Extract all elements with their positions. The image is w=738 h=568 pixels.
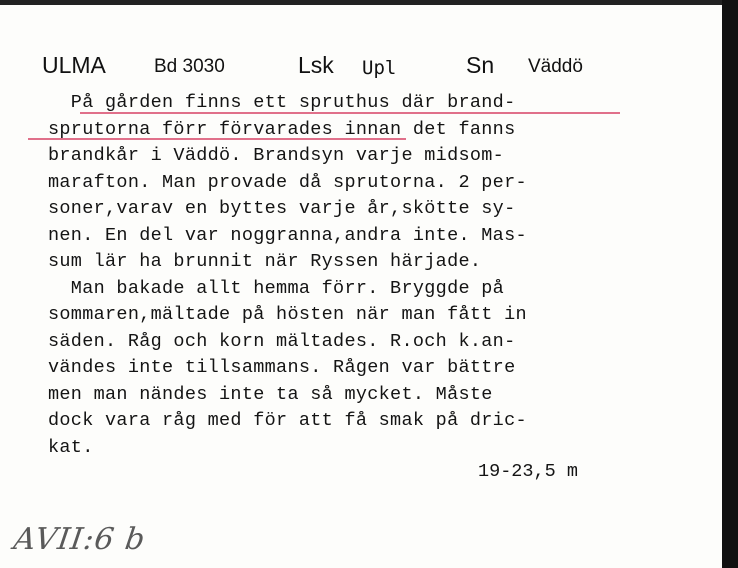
card-header: [42, 52, 682, 84]
socken-value: Väddö: [528, 56, 583, 77]
landskap-value: Upl: [362, 57, 397, 79]
scan-edge-right: [722, 0, 738, 568]
text-line: marafton. Man provade då sprutorna. 2 per-: [48, 171, 527, 193]
text-line: sprutorna förr förvarades innan det fanns: [48, 118, 516, 140]
text-line: På gården finns ett spruthus där brand-: [48, 92, 516, 113]
landskap-label: Lsk: [298, 52, 334, 78]
socken-label: Sn: [466, 52, 495, 78]
text-line: Man bakade allt hemma förr. Bryggde på: [48, 277, 505, 299]
text-line: soner,varav en byttes varje år,skötte sy-: [48, 198, 516, 219]
text-line: nen. En del var noggranna,andra inte. Mas-: [48, 224, 527, 246]
text-line: sommaren,mältade på hösten när man fått in: [48, 304, 527, 325]
handwritten-archive-mark: AVII:6 b: [11, 522, 148, 557]
volume-number: Bd 3030: [154, 56, 225, 77]
measurement-range: 19-23,5 m: [478, 461, 578, 482]
text-line: sum lär ha brunnit när Ryssen härjade.: [48, 251, 482, 272]
text-line: kat.: [48, 436, 94, 458]
text-line: vändes inte tillsammans. Rågen var bättre: [48, 357, 516, 378]
typed-text-block: [48, 90, 648, 461]
text-line: men man nändes inte ta så mycket. Måste: [48, 383, 493, 405]
scan-edge-top: [0, 0, 738, 5]
text-line: säden. Råg och korn mältades. R.och k.an-: [48, 330, 516, 352]
text-line: dock vara råg med för att få smak på dric-: [48, 410, 527, 431]
text-line: brandkår i Väddö. Brandsyn varje midsom-: [48, 145, 505, 166]
archive-code: ULMA: [42, 52, 106, 78]
